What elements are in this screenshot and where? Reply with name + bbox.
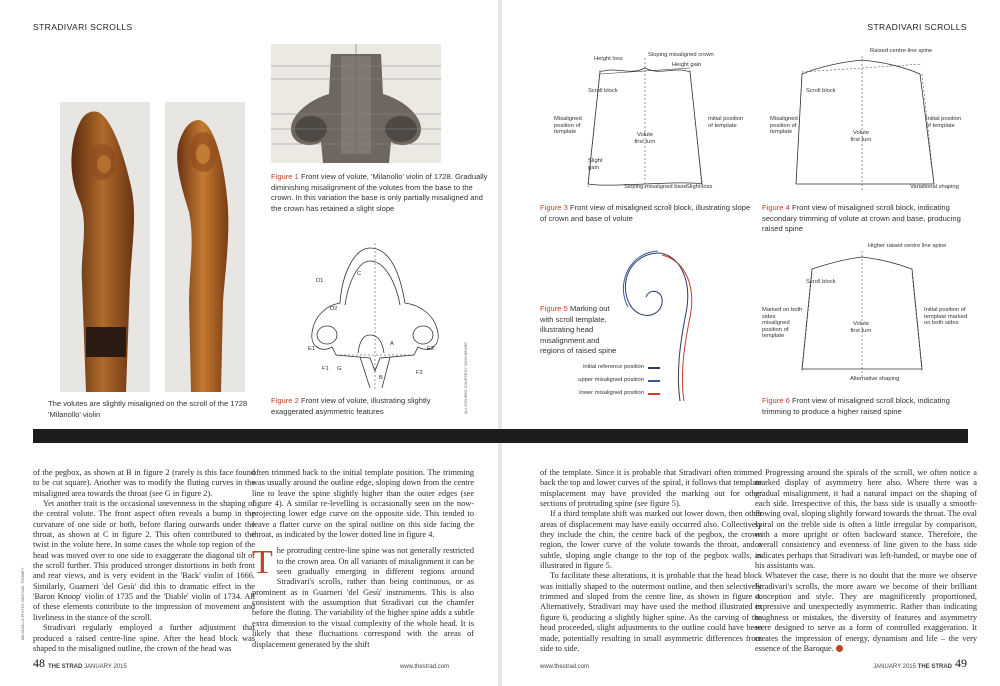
paragraph	[755, 571, 977, 654]
footer-right	[873, 664, 952, 670]
figure-4-diagram	[762, 44, 972, 194]
legend-swatch-lower	[648, 393, 660, 395]
running-header-left: STRADIVARI SCROLLS	[33, 22, 133, 32]
figure-4-label-initial: Initial position of template	[926, 116, 962, 129]
legend-item-upper	[570, 377, 660, 390]
figure-1-text: Front view of volute, 'Milanollo' violin of 1728. Gradually diminishing misalignment of the volutes from the base to the crown. In this variation the base is only partially misaligned and the crown has retained a slight slope	[271, 172, 488, 213]
legend-item-lower	[570, 390, 660, 403]
scroll-photo-left	[60, 102, 150, 392]
figure-6-label-volute: Volute first turn	[850, 321, 872, 334]
figure-3-label-slight-gain: Slight gain	[588, 158, 603, 171]
figure-2-label-d2: D2	[330, 306, 338, 312]
figure-5-caption	[540, 304, 622, 357]
figure-4-label-variational: Variational shaping	[910, 184, 959, 190]
footer-date-right: JANUARY 2015	[873, 664, 916, 670]
footer-magazine-left: THE STRAD	[48, 664, 83, 670]
paragraph: To facilitate these alterations, it is probable that the head block was initially shaped to the outermost outline, and then selectively trimmed and sloped from the centre line, as shown in figure 4. Alternatively, Stradivari may have used the method illustrated in figure 6, producing a slightly higher spine. As the carving of the head proceeded, slight adjustments to the outline could have been made, potentially resulting in small asymmetric differences from side to side.	[540, 571, 762, 653]
figure-3-label-height-gain: Height gain	[672, 62, 702, 68]
page-gutter	[498, 0, 502, 686]
figure-3-caption	[540, 203, 755, 224]
legend-swatch-initial	[648, 367, 660, 369]
section-divider-band	[33, 429, 968, 443]
figure-4-label-raised: Raised centre-line spine	[870, 48, 933, 54]
figure-3-label-initial: Initial position of template	[708, 116, 744, 129]
figure-2-label-b: B	[379, 375, 383, 381]
figure-2-label-g: G	[337, 366, 342, 372]
end-mark-icon	[836, 645, 843, 652]
figure-2-caption	[271, 396, 461, 417]
figure-2-diagram	[300, 243, 450, 391]
figure-4-label-misaligned: Misaligned position of template	[770, 116, 798, 136]
paragraph-dropcap	[252, 546, 474, 649]
figure-3-label-scroll-block: Scroll block	[588, 88, 618, 94]
figure-4-label: Figure 4	[762, 203, 790, 212]
figure-6-label-initial: Initial position of template marked on both sides	[924, 307, 968, 327]
figure-1-caption	[271, 172, 491, 214]
text-column-3	[540, 468, 762, 654]
paragraph: often trimmed back to the initial template position. The trimming was usually around the outline edge, sloping down from the centre line to leave the spine slightly higher than the outer edges (see figure 4). A similar re-levelling is occasionally seen on the now-projecting lower edge curve on the opposite side. This tended to leave a flatter curve on the spiral outline on this side facing the throat, as indicated by the lower dotted line in figure 4.	[252, 468, 474, 540]
figure-6-label-marked: Marked on both sides misaligned position of template	[762, 307, 803, 340]
figure-3-label-sloping-crown: Sloping misaligned crown	[648, 52, 714, 58]
footer-url-left[interactable]: www.thestrad.com	[400, 664, 450, 670]
paragraph: of the pegbox, as shown at B in figure 2 (rarely is this face found to be cut square). Another was to modify the fluting curves in the misaligned area towards the throat (see G in figure 2).	[33, 468, 255, 498]
paragraph: Yet another trait is the occasional unevenness in the shaping of the central volute. The front aspect often reveals a bump in the curvature of one side or both, before flaring outwards under the throat, as shown at C in figure 2. This often contributed to the twist in the volute here. In some cases the whole top region of the head was moved over to one side to exaggerate the diagonal tilt of the scroll further. This produced stronger distortions in both front and rear views, and is very evident in the 'Back' violin of 1666. Similarly, Guarneri 'del Gesù' did this to dramatic effect in the 'Baron Knoop' violin of 1735 and the 'Diable' violin of 1734. All of these elements contribute to the impression of movement and liveliness in the stance of the scroll.	[33, 499, 255, 622]
legend-label-upper: upper misaligned position	[578, 377, 644, 383]
text-column-1	[33, 468, 255, 654]
figure-4-label-scroll-block: Scroll block	[806, 88, 836, 94]
page-number-left: 48	[33, 656, 45, 670]
figure-6-text: Front view of misaligned scroll block, indicating trimming to produce a higher raised spine	[762, 396, 950, 416]
paragraph-text: Whatever the case, there is no doubt that the more we observe Stradivari's scrolls, the more aware we become of their brilliant conception and style. They are magnificently proportioned, expressive and unexpectedly asymmetric. Rather than indicating roughness or mistakes, the diversity of features and asymmetry were designed to serve as a form of controlled exaggeration. It creates the impression of energy, dynamism and life – the very essence of the Baroque.	[755, 571, 977, 653]
legend-label-initial: initial reference position	[583, 364, 644, 370]
paragraph: If a third template shift was marked out lower down, then other areas of displacement may have easily occurred also. Collectively they include the chin, the centre back of the pegbox, the crown region, the lower curve of the volute towards the throat, and a subtle, sloping angle change to the top of the pegbox walls, as illustrated in figure 5.	[540, 509, 762, 571]
legend-swatch-upper	[648, 380, 660, 382]
figure-3-label-sloping-base: Sloping misaligned base	[624, 184, 687, 190]
figure-6-diagram	[762, 243, 972, 393]
figure-6-label-alternative: Alternative shaping	[850, 376, 900, 382]
paragraph-text: he protruding centre-line spine was not generally restricted to the crown area. On all variants of misalignment it can be seen gradually emerging in different regions around Stradivari's scrolls, rather than being continuous, or as prominent as in Guarneri 'del Gesù' instruments. This is also consistent with the assumption that Stradivari cut the chamfer before the fluting. The variability of the higher spine adds a subtle extra dimension to the visual complexity of the whole head. It is likely that these fluctuations correspond with the areas of displacement generated by the shift	[252, 546, 474, 649]
figure-4-caption	[762, 203, 977, 235]
photo-caption: The volutes are slightly misaligned on the scroll of the 1728 'Milanollo' violin	[48, 399, 248, 419]
figure-2-label-e1: E1	[308, 346, 316, 352]
footer-url-right[interactable]: www.thestrad.com	[540, 664, 590, 670]
text-column-2	[252, 468, 474, 650]
paragraph: of the template. Since it is probable that Stradivari often trimmed back the top and lower curves of the spiral, it follows that template misplacement may have provided the marking out for other sections of protruding spine (see figure 5).	[540, 468, 762, 509]
footer-date-left: JANUARY 2015	[84, 664, 127, 670]
figure-2-label-f1: F1	[322, 366, 329, 372]
text-column-4	[755, 468, 977, 654]
footer-left	[48, 664, 127, 670]
figure-6-caption	[762, 396, 977, 417]
figure-3-diagram	[540, 48, 750, 198]
page-number-right: 49	[955, 656, 967, 670]
running-header-right: STRADIVARI SCROLLS	[867, 22, 967, 32]
figure-3-label-height-loss: Height loss	[594, 56, 623, 62]
drop-cap: T	[252, 544, 273, 582]
figure-5-legend	[570, 364, 660, 403]
figure-3-label-misaligned: Misaligned position of template	[554, 116, 582, 136]
figures-credit: ALL FIGURES COURTESY JOHN BEARD	[464, 341, 468, 414]
legend-label-lower: lower misaligned position	[579, 390, 644, 396]
figure-1-label: Figure 1	[271, 172, 299, 181]
figure-6-label-scroll-block: Scroll block	[806, 279, 836, 285]
figure-3-label-volute: Volute first turn	[634, 132, 656, 145]
figure-1-image	[271, 44, 441, 163]
figure-2-text: Front view of volute, illustrating slightly exaggerated asymmetric features	[271, 396, 431, 416]
footer-magazine-right: THE STRAD	[917, 664, 952, 670]
figure-5-label: Figure 5	[540, 304, 568, 313]
figure-4-label-volute: Volute first turn	[850, 130, 872, 143]
scroll-photo-right	[165, 102, 245, 392]
figure-6-label: Figure 6	[762, 396, 790, 405]
figure-2-label-e2: E2	[427, 346, 435, 352]
figure-2-label-f2: F2	[416, 370, 423, 376]
figure-5-text: Marking out with scroll template, illustrating head misalignment and regions of raised spine	[540, 304, 617, 356]
legend-item-initial	[570, 364, 660, 377]
figure-3-label-slight-loss: Slight loss	[686, 184, 713, 190]
figure-6-label-higher: Higher raised centre line spine	[868, 243, 947, 249]
figure-3-text: Front view of misaligned scroll block, illustrating slope of crown and base of volute	[540, 203, 751, 223]
figure-4-text: Front view of misaligned scroll block, indicating secondary trimming of volute at crown and base, producing raised spine	[762, 203, 961, 234]
paragraph: Progressing around the spirals of the scroll, we often notice a marked display of asymmetry here also. Where there was a gradual misalignment, it had a natural impact on the shaping of each side. Irrespective of this, the bass side is usually a smooth-flowing oval, sloping slightly forward towards the throat. The oval spiral on the treble side is often a little irregular by comparison, with a more upright or often backward stance. Therefore, the overall consistency and evenness of line given to the bass side indicates perhaps that Stradivari was left-handed, or maybe one of his assistants was.	[755, 468, 977, 571]
figure-2-label-a: A	[390, 341, 394, 347]
photo-credit: MILANOLLO PHOTO: MICHAEL TOOMEY	[21, 567, 25, 640]
figure-2-label-c: C	[357, 271, 362, 277]
figure-2-label-d1: D1	[316, 278, 324, 284]
figure-3-label: Figure 3	[540, 203, 568, 212]
paragraph: Stradivari regularly employed a further adjustment that produced a raised centre-line spine. After the head block was shaped to the misaligned outline, the crown of the head was	[33, 623, 255, 653]
figure-2-label: Figure 2	[271, 396, 299, 405]
